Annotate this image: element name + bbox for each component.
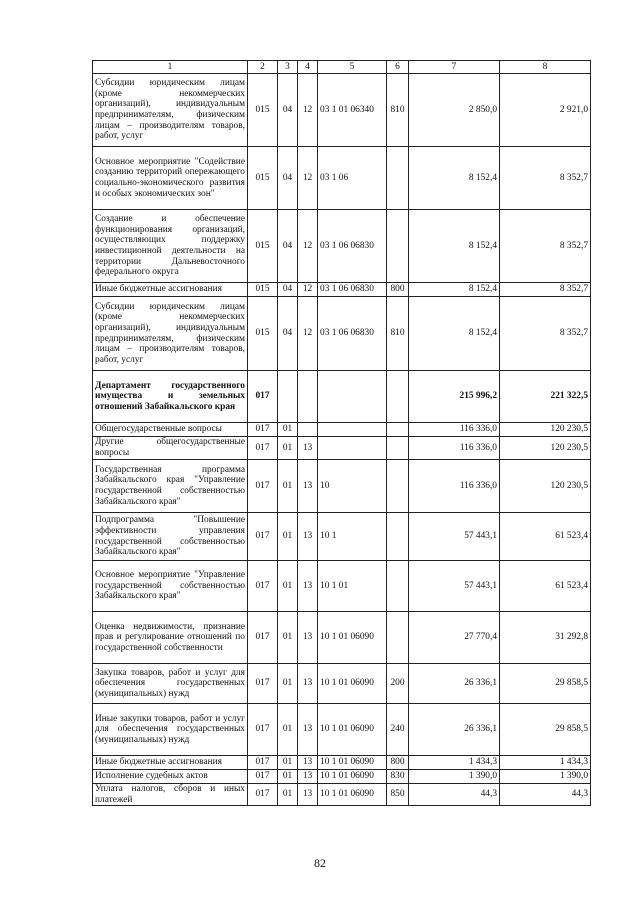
cell-expense-type bbox=[387, 612, 409, 664]
cell-target-article: 10 bbox=[318, 460, 387, 513]
header-cell: 7 bbox=[409, 61, 500, 74]
cell-ministry-code: 017 bbox=[248, 770, 278, 784]
cell-target-article: 03 1 01 06340 bbox=[318, 74, 387, 147]
cell-target-article: 10 1 01 06090 bbox=[318, 756, 387, 770]
cell-amount-year2: 8 352,7 bbox=[500, 297, 591, 371]
table-row bbox=[93, 371, 591, 423]
table-row bbox=[93, 784, 591, 806]
cell-section: 01 bbox=[278, 770, 298, 784]
cell-amount-year1: 116 336,0 bbox=[409, 437, 500, 460]
cell-expense-type bbox=[387, 460, 409, 513]
cell-expense-type: 830 bbox=[387, 770, 409, 784]
cell-section: 01 bbox=[278, 612, 298, 664]
cell-expense-type: 800 bbox=[387, 283, 409, 297]
cell-amount-year1: 27 770,4 bbox=[409, 612, 500, 664]
cell-target-article: 10 1 bbox=[318, 513, 387, 561]
table-row bbox=[93, 283, 591, 297]
cell-subsection: 13 bbox=[298, 704, 318, 756]
cell-expense-type bbox=[387, 147, 409, 210]
cell-name: Основное мероприятие "Содействие созданию территорий опережающего социально-экономического развития и особых экономических зон" bbox=[93, 147, 248, 210]
cell-ministry-code: 015 bbox=[248, 283, 278, 297]
cell-ministry-code: 017 bbox=[248, 784, 278, 806]
cell-ministry-code: 017 bbox=[248, 371, 278, 423]
cell-amount-year1: 26 336,1 bbox=[409, 704, 500, 756]
cell-name: Иные бюджетные ассигнования bbox=[93, 756, 248, 770]
cell-name: Субсидии юридическим лицам (кроме некоммерческих организаций), индивидуальным предпринимателям, физическим лицам – производителям товаров, работ, услуг bbox=[93, 74, 248, 147]
cell-amount-year1: 57 443,1 bbox=[409, 561, 500, 612]
cell-amount-year2: 44,3 bbox=[500, 784, 591, 806]
cell-expense-type bbox=[387, 513, 409, 561]
cell-name: Общегосударственные вопросы bbox=[93, 423, 248, 437]
cell-expense-type bbox=[387, 210, 409, 283]
cell-amount-year1: 26 336,1 bbox=[409, 664, 500, 704]
table-row bbox=[93, 561, 591, 612]
cell-expense-type: 810 bbox=[387, 297, 409, 371]
cell-amount-year2: 8 352,7 bbox=[500, 210, 591, 283]
cell-name: Подпрограмма "Повышение эффективности управления государственной собственностью Забайкальского края" bbox=[93, 513, 248, 561]
cell-section: 01 bbox=[278, 561, 298, 612]
cell-amount-year1: 1 434,3 bbox=[409, 756, 500, 770]
header-cell: 3 bbox=[278, 61, 298, 74]
cell-expense-type bbox=[387, 371, 409, 423]
cell-ministry-code: 015 bbox=[248, 147, 278, 210]
cell-amount-year2: 221 322,5 bbox=[500, 371, 591, 423]
cell-name: Иные закупки товаров, работ и услуг для обеспечения государственных (муниципальных) нужд bbox=[93, 704, 248, 756]
cell-section: 01 bbox=[278, 756, 298, 770]
cell-name: Оценка недвижимости, признание прав и регулирование отношений по государственной собственности bbox=[93, 612, 248, 664]
table-row bbox=[93, 74, 591, 147]
table-row bbox=[93, 147, 591, 210]
budget-table bbox=[92, 60, 591, 806]
table-row bbox=[93, 460, 591, 513]
cell-subsection: 13 bbox=[298, 770, 318, 784]
cell-target-article: 03 1 06 bbox=[318, 147, 387, 210]
cell-subsection bbox=[298, 423, 318, 437]
cell-name: Основное мероприятие "Управление государственной собственностью Забайкальского края" bbox=[93, 561, 248, 612]
cell-section: 01 bbox=[278, 784, 298, 806]
cell-amount-year2: 2 921,0 bbox=[500, 74, 591, 147]
cell-amount-year2: 1 434,3 bbox=[500, 756, 591, 770]
table-row bbox=[93, 513, 591, 561]
cell-name: Создание и обеспечение функционирования организаций, осуществляющих поддержку инвестиционной деятельности на территории Дальневосточного федерального округа bbox=[93, 210, 248, 283]
cell-section: 04 bbox=[278, 74, 298, 147]
cell-expense-type: 800 bbox=[387, 756, 409, 770]
cell-subsection: 13 bbox=[298, 664, 318, 704]
cell-target-article: 03 1 06 06830 bbox=[318, 283, 387, 297]
cell-subsection: 12 bbox=[298, 210, 318, 283]
cell-target-article bbox=[318, 371, 387, 423]
cell-target-article: 03 1 06 06830 bbox=[318, 297, 387, 371]
cell-amount-year1: 2 850,0 bbox=[409, 74, 500, 147]
cell-ministry-code: 015 bbox=[248, 74, 278, 147]
page-number: 82 bbox=[314, 856, 326, 870]
cell-ministry-code: 017 bbox=[248, 561, 278, 612]
cell-target-article: 10 1 01 06090 bbox=[318, 770, 387, 784]
header-cell: 5 bbox=[318, 61, 387, 74]
header-cell: 4 bbox=[298, 61, 318, 74]
cell-target-article: 03 1 06 06830 bbox=[318, 210, 387, 283]
table-row bbox=[93, 756, 591, 770]
header-cell: 6 bbox=[387, 61, 409, 74]
cell-expense-type bbox=[387, 437, 409, 460]
cell-ministry-code: 017 bbox=[248, 756, 278, 770]
cell-subsection: 13 bbox=[298, 437, 318, 460]
cell-expense-type: 200 bbox=[387, 664, 409, 704]
cell-subsection: 12 bbox=[298, 297, 318, 371]
cell-subsection: 12 bbox=[298, 147, 318, 210]
cell-amount-year1: 44,3 bbox=[409, 784, 500, 806]
table-row bbox=[93, 297, 591, 371]
cell-ministry-code: 017 bbox=[248, 704, 278, 756]
cell-amount-year2: 1 390,0 bbox=[500, 770, 591, 784]
cell-subsection: 12 bbox=[298, 283, 318, 297]
cell-target-article: 10 1 01 06090 bbox=[318, 704, 387, 756]
cell-amount-year2: 29 858,5 bbox=[500, 704, 591, 756]
cell-subsection: 13 bbox=[298, 513, 318, 561]
cell-target-article: 10 1 01 06090 bbox=[318, 784, 387, 806]
cell-amount-year2: 31 292,8 bbox=[500, 612, 591, 664]
cell-amount-year2: 61 523,4 bbox=[500, 561, 591, 612]
table-row bbox=[93, 423, 591, 437]
cell-amount-year1: 57 443,1 bbox=[409, 513, 500, 561]
cell-target-article: 10 1 01 bbox=[318, 561, 387, 612]
budget-table-container bbox=[92, 60, 590, 806]
cell-ministry-code: 017 bbox=[248, 612, 278, 664]
cell-section: 01 bbox=[278, 460, 298, 513]
cell-section: 04 bbox=[278, 147, 298, 210]
cell-subsection: 13 bbox=[298, 460, 318, 513]
cell-name: Закупка товаров, работ и услуг для обеспечения государственных (муниципальных) нужд bbox=[93, 664, 248, 704]
cell-amount-year2: 8 352,7 bbox=[500, 147, 591, 210]
cell-section: 01 bbox=[278, 664, 298, 704]
cell-amount-year2: 120 230,5 bbox=[500, 437, 591, 460]
cell-name: Департамент государственного имущества и земельных отношений Забайкальского края bbox=[93, 371, 248, 423]
table-row bbox=[93, 437, 591, 460]
cell-amount-year2: 61 523,4 bbox=[500, 513, 591, 561]
cell-section: 01 bbox=[278, 423, 298, 437]
cell-amount-year1: 8 152,4 bbox=[409, 283, 500, 297]
table-row bbox=[93, 770, 591, 784]
table-body bbox=[93, 61, 591, 806]
cell-name: Другие общегосударственные вопросы bbox=[93, 437, 248, 460]
cell-amount-year2: 120 230,5 bbox=[500, 423, 591, 437]
cell-target-article: 10 1 01 06090 bbox=[318, 664, 387, 704]
cell-subsection: 13 bbox=[298, 612, 318, 664]
cell-ministry-code: 015 bbox=[248, 297, 278, 371]
cell-ministry-code: 017 bbox=[248, 423, 278, 437]
cell-expense-type: 810 bbox=[387, 74, 409, 147]
cell-amount-year1: 8 152,4 bbox=[409, 297, 500, 371]
cell-section: 04 bbox=[278, 283, 298, 297]
cell-expense-type: 850 bbox=[387, 784, 409, 806]
cell-target-article bbox=[318, 423, 387, 437]
cell-subsection bbox=[298, 371, 318, 423]
cell-ministry-code: 015 bbox=[248, 210, 278, 283]
cell-name: Государственная программа Забайкальского края "Управление государственной собственностью Забайкальского края" bbox=[93, 460, 248, 513]
cell-amount-year1: 1 390,0 bbox=[409, 770, 500, 784]
cell-amount-year1: 116 336,0 bbox=[409, 460, 500, 513]
cell-name: Исполнение судебных актов bbox=[93, 770, 248, 784]
cell-amount-year1: 215 996,2 bbox=[409, 371, 500, 423]
table-row bbox=[93, 612, 591, 664]
cell-section bbox=[278, 371, 298, 423]
cell-section: 04 bbox=[278, 297, 298, 371]
cell-expense-type bbox=[387, 561, 409, 612]
cell-name: Иные бюджетные ассигнования bbox=[93, 283, 248, 297]
cell-subsection: 13 bbox=[298, 561, 318, 612]
cell-amount-year1: 8 152,4 bbox=[409, 147, 500, 210]
cell-ministry-code: 017 bbox=[248, 513, 278, 561]
header-cell: 1 bbox=[93, 61, 248, 74]
cell-ministry-code: 017 bbox=[248, 460, 278, 513]
cell-ministry-code: 017 bbox=[248, 664, 278, 704]
cell-amount-year1: 8 152,4 bbox=[409, 210, 500, 283]
header-cell: 2 bbox=[248, 61, 278, 74]
table-row bbox=[93, 704, 591, 756]
table-row bbox=[93, 210, 591, 283]
cell-subsection: 13 bbox=[298, 784, 318, 806]
cell-name: Уплата налогов, сборов и иных платежей bbox=[93, 784, 248, 806]
cell-target-article: 10 1 01 06090 bbox=[318, 612, 387, 664]
cell-name: Субсидии юридическим лицам (кроме некоммерческих организаций), индивидуальным предпринимателям, физическим лицам – производителям товаров, работ, услуг bbox=[93, 297, 248, 371]
cell-section: 04 bbox=[278, 210, 298, 283]
cell-ministry-code: 017 bbox=[248, 437, 278, 460]
header-row bbox=[93, 61, 591, 74]
cell-target-article bbox=[318, 437, 387, 460]
cell-expense-type bbox=[387, 423, 409, 437]
cell-subsection: 12 bbox=[298, 74, 318, 147]
table-row bbox=[93, 664, 591, 704]
cell-amount-year2: 120 230,5 bbox=[500, 460, 591, 513]
cell-section: 01 bbox=[278, 437, 298, 460]
cell-amount-year1: 116 336,0 bbox=[409, 423, 500, 437]
cell-section: 01 bbox=[278, 704, 298, 756]
cell-section: 01 bbox=[278, 513, 298, 561]
header-cell: 8 bbox=[500, 61, 591, 74]
cell-subsection: 13 bbox=[298, 756, 318, 770]
cell-expense-type: 240 bbox=[387, 704, 409, 756]
cell-amount-year2: 8 352,7 bbox=[500, 283, 591, 297]
cell-amount-year2: 29 858,5 bbox=[500, 664, 591, 704]
